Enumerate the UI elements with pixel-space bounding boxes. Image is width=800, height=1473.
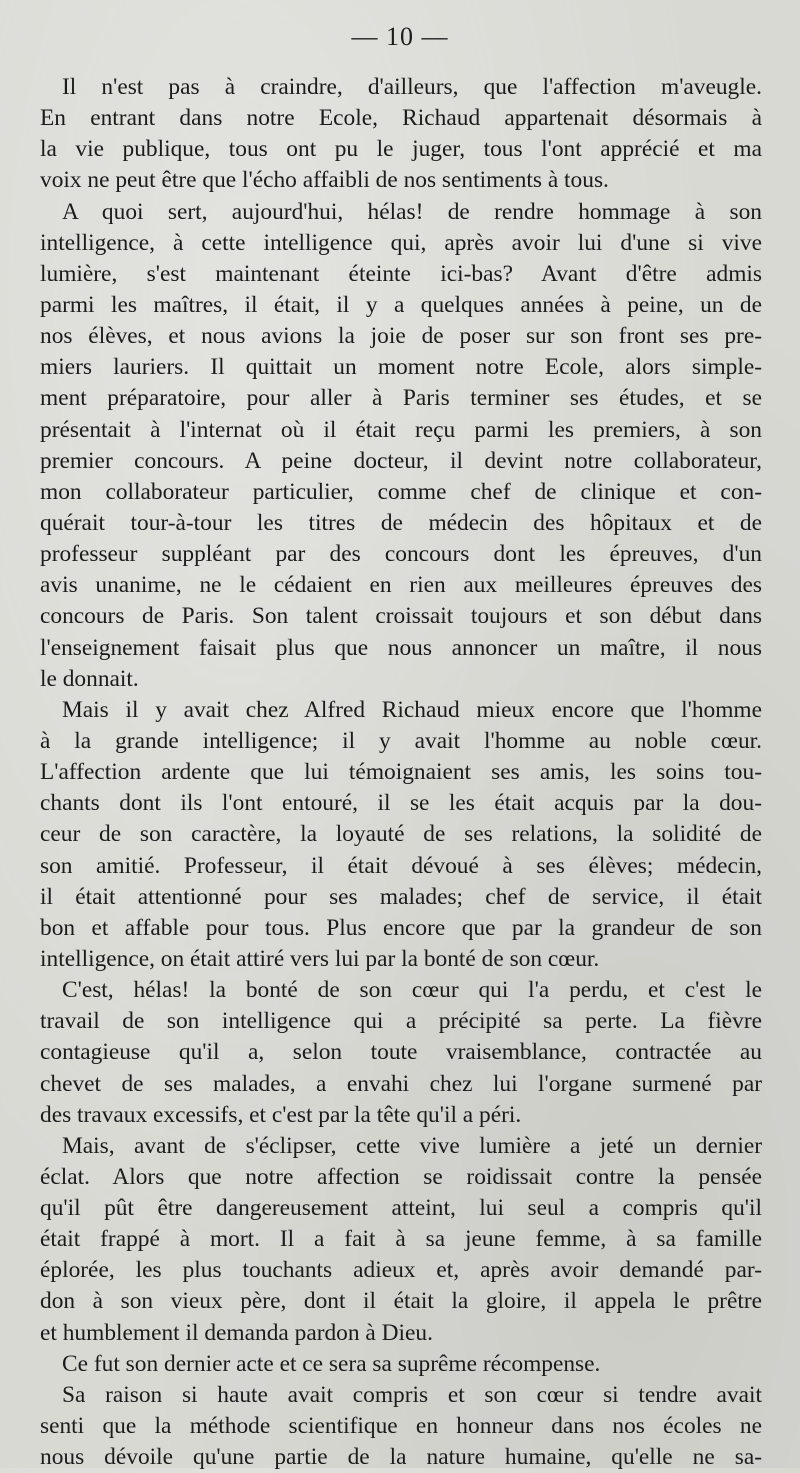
text-line: voix ne peut être que l'écho affaibli de nos sentiments à tous. — [40, 167, 609, 194]
text-line: nous dévoile qu'une partie de la nature humaine, qu'elle ne sa- — [40, 1444, 762, 1471]
text-line: Ce fut son dernier acte et ce sera sa suprême récompense. — [62, 1350, 601, 1377]
text-line: mon collaborateur particulier, comme chef de clinique et con- — [40, 478, 762, 505]
text-line: C'est, hélas! la bonté de son cœur qui l'a perdu, et c'est le — [62, 977, 762, 1004]
text-line: En entrant dans notre Ecole, Richaud appartenait désormais à — [40, 105, 762, 132]
text-line: don à son vieux père, dont il était la gloire, il appela le prêtre — [40, 1288, 762, 1315]
text-line: qu'il pût être dangereusement atteint, lui seul a compris qu'il — [40, 1195, 762, 1222]
text-line: miers lauriers. Il quittait un moment notre Ecole, alors simple- — [40, 354, 762, 381]
text-line: quérait tour-à-tour les titres de médecin des hôpitaux et de — [40, 509, 762, 536]
text-line: contagieuse qu'il a, selon toute vraisemblance, contractée au — [40, 1039, 762, 1066]
text-line: chants dont ils l'ont entouré, il se les était acquis par la dou- — [40, 790, 762, 817]
text-line: intelligence, on était attiré vers lui par la bonté de son cœur. — [40, 945, 600, 972]
text-line: présentait à l'internat où il était reçu parmi les premiers, à son — [40, 416, 762, 443]
text-line: Sa raison si haute avait compris et son cœur si tendre avait — [62, 1381, 762, 1408]
text-line: éplorée, les plus touchants adieux et, après avoir demandé par- — [40, 1257, 762, 1284]
text-line: concours de Paris. Son talent croissait toujours et son début dans — [40, 603, 762, 630]
text-line: A quoi sert, aujourd'hui, hélas! de rendre hommage à son — [62, 198, 762, 225]
text-line: son amitié. Professeur, il était dévoué à ses élèves; médecin, — [40, 852, 762, 879]
text-line: ment préparatoire, pour aller à Paris terminer ses études, et se — [40, 385, 762, 412]
page-number: — 10 — — [351, 22, 449, 51]
text-line: parmi les maîtres, il était, il y a quelques années à peine, un de — [40, 291, 762, 318]
text-line: Il n'est pas à craindre, d'ailleurs, que l'affection m'aveugle. — [62, 74, 762, 100]
text-line: premier concours. A peine docteur, il devint notre collaborateur, — [40, 447, 762, 474]
text-line: avis unanime, ne le cédaient en rien aux meilleures épreuves des — [40, 572, 762, 599]
text-line: professeur suppléant par des concours dont les épreuves, d'un — [40, 541, 762, 568]
text-line: il était attentionné pour ses malades; chef de service, il était — [40, 883, 762, 910]
body-text — [40, 72, 762, 1473]
text-line: à la grande intelligence; il y avait l'homme au noble cœur. — [40, 727, 762, 754]
text-line: bon et affable pour tous. Plus encore que par la grandeur de son — [40, 914, 762, 941]
text-line: était frappé à mort. Il a fait à sa jeune femme, à sa famille — [40, 1226, 762, 1253]
text-line: la vie publique, tous ont pu le juger, tous l'ont apprécié et ma — [40, 136, 762, 163]
text-line: intelligence, à cette intelligence qui, après avoir lui d'une si vive — [40, 229, 762, 256]
text-line: l'enseignement faisait plus que nous annoncer un maître, il nous — [40, 634, 762, 661]
text-line: et humblement il demanda pardon à Dieu. — [40, 1319, 433, 1346]
text-line: senti que la méthode scientifique en honneur dans nos écoles ne — [40, 1413, 762, 1440]
text-line: Mais il y avait chez Alfred Richaud mieux encore que l'homme — [62, 696, 762, 723]
text-line: nos élèves, et nous avions la joie de poser sur son front ses pre- — [40, 323, 762, 350]
text-line: des travaux excessifs, et c'est par la tête qu'il a péri. — [40, 1101, 522, 1128]
text-line: ceur de son caractère, la loyauté de ses relations, la solidité de — [40, 821, 762, 848]
text-line: Mais, avant de s'éclipser, cette vive lumière a jeté un dernier — [62, 1132, 762, 1159]
text-line: éclat. Alors que notre affection se roidissait contre la pensée — [40, 1163, 762, 1190]
text-line: le donnait. — [40, 665, 139, 692]
text-line: lumière, s'est maintenant éteinte ici-bas? Avant d'être admis — [40, 260, 762, 287]
text-line: travail de son intelligence qui a précipité sa perte. La fièvre — [40, 1008, 762, 1035]
text-line: chevet de ses malades, a envahi chez lui l'organe surmené par — [40, 1070, 762, 1097]
text-line: L'affection ardente que lui témoignaient ses amis, les soins tou- — [40, 759, 762, 786]
